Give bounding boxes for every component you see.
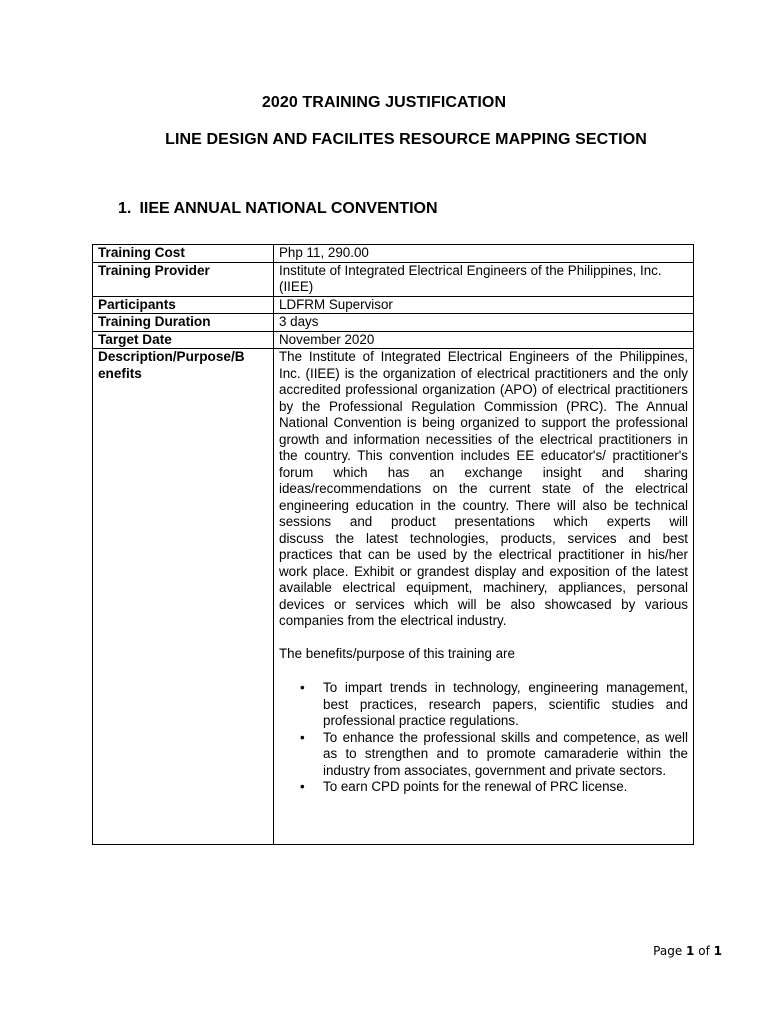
bullet-icon: •	[300, 680, 305, 695]
description-paragraph-1: The Institute of Integrated Electrical Engineers of the Philippines, Inc. (IIEE) is the organization of electrical practitioners and the only accredited professional organization (APO) of electrical practitioners by the Professional Regulation Commission (PRC). The Annual National Convention is being organized to support the professional growth and information necessities of the electrical practitioners in the country. This convention includes EE educator's/ practitioner's forum which has an exchange insight and sharing ideas/recommendations on the current state of the electrical engineering education in the country. There will also be technical sessions and product presentations which experts will	[279, 349, 688, 529]
description-paragraph-2: discuss the latest technologies, products, services and best practices that can be used by the electrical practitioner in his/her work place. Exhibit or grandest display and exposition of the latest available electrical equipment, machinery, appliances, personal devices or services which will be also showcased by various companies from the electrical industry.	[279, 530, 688, 628]
page-total: 1	[713, 944, 722, 958]
benefit-text: To impart trends in technology, engineering management, best practices, research papers, scientific studies and professional practice regulations.	[323, 680, 688, 728]
bullet-icon: •	[300, 779, 305, 794]
row-value: November 2020	[274, 331, 694, 349]
row-value: Institute of Integrated Electrical Engineers of the Philippines, Inc. (IIEE)	[274, 262, 694, 296]
benefits-intro: The benefits/purpose of this training are	[279, 645, 515, 661]
list-item	[300, 779, 688, 796]
row-label: Training Provider	[93, 262, 274, 296]
table-row-participants	[93, 296, 694, 314]
page-current: 1	[686, 944, 695, 958]
row-label: Participants	[93, 296, 274, 314]
table-row-target-date	[93, 331, 694, 349]
row-value: LDFRM Supervisor	[274, 296, 694, 314]
section-title: IIEE ANNUAL NATIONAL CONVENTION	[139, 200, 438, 217]
page-label: Page	[653, 944, 683, 958]
row-label	[93, 349, 274, 845]
table-row-training-duration	[93, 314, 694, 332]
benefits-list	[279, 680, 688, 796]
row-value: 3 days	[274, 314, 694, 332]
description-label: Description/Purpose/B enefits	[98, 349, 245, 381]
table-row-description	[93, 349, 694, 845]
row-label: Training Cost	[93, 245, 274, 263]
section-heading	[118, 200, 438, 218]
row-label: Target Date	[93, 331, 274, 349]
row-label: Training Duration	[93, 314, 274, 332]
section-number: 1.	[118, 200, 132, 217]
table-row-training-provider	[93, 262, 694, 296]
bullet-icon: •	[300, 729, 305, 745]
page-of: of	[698, 944, 710, 958]
benefit-text: To enhance the professional skills and competence, as well as to strengthen and to promote camaraderie within the industry from associates, government and private sectors.	[323, 729, 688, 778]
page-footer	[653, 944, 722, 958]
document-title: 2020 TRAINING JUSTIFICATION	[261, 94, 507, 111]
benefit-text: To earn CPD points for the renewal of PRC license.	[323, 779, 628, 794]
description-cell	[274, 349, 694, 845]
training-info-table	[92, 244, 694, 845]
row-value: Php 11, 290.00	[274, 245, 694, 263]
list-item	[300, 680, 688, 730]
list-item	[300, 729, 688, 780]
document-subtitle: LINE DESIGN AND FACILITES RESOURCE MAPPING SECTION	[165, 131, 647, 148]
table-row-training-cost	[93, 245, 694, 263]
